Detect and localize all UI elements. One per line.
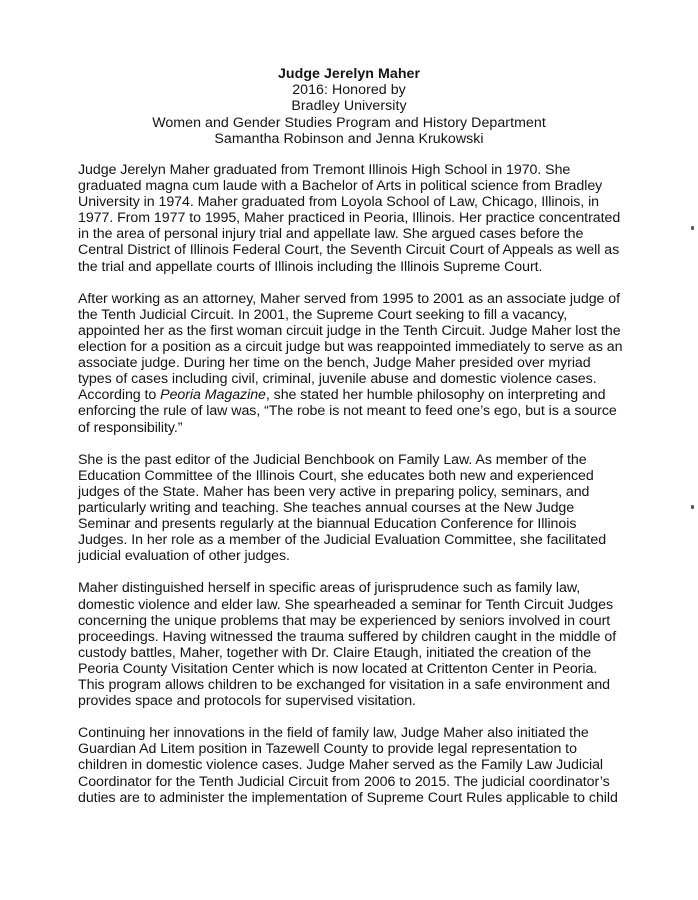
text-line: Continuing her innovations in the field of family law, Judge Maher also initiated the <box>78 725 589 742</box>
text-line: judges of the State. Maher has been very active in preparing policy, seminars, and <box>78 483 590 500</box>
paragraph-gap <box>78 709 698 725</box>
text-line: duties are to administer the implementation of Supreme Court Rules applicable to child <box>78 789 618 806</box>
text-segment: , she stated her humble philosophy on interpreting and <box>265 387 606 404</box>
paragraph-gap <box>78 275 698 291</box>
text-line: provides space and protocols for supervised visitation. <box>78 693 416 710</box>
paragraph-education-committee <box>78 452 698 565</box>
text-line-with-citation <box>78 387 698 403</box>
paragraph-education-practice <box>78 162 698 275</box>
text-line: election for a position as a circuit judge but was reappointed immediately to serve as an <box>78 339 623 356</box>
text-line: the Tenth Judicial Circuit. In 2001, the Supreme Court seeking to fill a vacancy, <box>78 306 568 323</box>
paragraph-family-law-innovations <box>78 725 698 805</box>
department-line: Women and Gender Studies Program and History Department <box>152 114 546 131</box>
text-line: Seminar and presents regularly at the biannual Education Conference for Illinois <box>78 516 577 533</box>
authors-line: Samantha Robinson and Jenna Krukowski <box>214 130 484 147</box>
text-line: She is the past editor of the Judicial Benchbook on Family Law. As member of the <box>78 451 587 468</box>
honor-line: 2016: Honored by <box>292 82 406 99</box>
text-line: Education Committee of the Illinois Court, she educates both new and experienced <box>78 467 594 484</box>
text-line: custody battles, Maher, together with Dr. Claire Etaugh, initiated the creation of the <box>78 644 592 661</box>
text-line: domestic violence and elder law. She spearheaded a seminar for Tenth Circuit Judges <box>78 596 614 613</box>
text-line: Maher distinguished herself in specific areas of jurisprudence such as family law, <box>78 580 581 597</box>
magazine-title: Peoria Magazine <box>160 387 266 404</box>
text-line: judicial evaluation of other judges. <box>78 548 290 565</box>
scan-speck <box>691 505 694 509</box>
university-line: Bradley University <box>291 98 407 115</box>
paragraph-gap <box>78 564 698 580</box>
text-line: of responsibility.” <box>78 419 183 436</box>
scan-speck <box>691 226 694 230</box>
text-line: Judge Jerelyn Maher graduated from Tremont Illinois High School in 1970. She <box>78 162 571 178</box>
text-line: This program allows children to be exchanged for visitation in a safe environment and <box>78 677 611 693</box>
paragraph-judicial-career <box>78 291 698 436</box>
text-line: appointed her as the first woman circuit judge in the Tenth Circuit. Judge Maher lost the <box>78 322 621 339</box>
text-line: concerning the unique problems that may be experienced by seniors involved in court <box>78 612 611 629</box>
text-line: the trial and appellate courts of Illinois including the Illinois Supreme Court. <box>78 258 543 275</box>
text-line: Judges. In her role as a member of the Judicial Evaluation Committee, she facilitated <box>78 532 607 549</box>
document-body <box>78 162 698 806</box>
text-line: After working as an attorney, Maher served from 1995 to 2001 as an associate judge of <box>78 290 621 307</box>
text-line: Central District of Illinois Federal Court, the Seventh Circuit Court of Appeals as well as <box>78 242 620 259</box>
document-header <box>0 66 698 147</box>
paragraph-gap <box>78 436 698 452</box>
text-line: Coordinator for the Tenth Judicial Circuit from 2006 to 2015. The judicial coordinator’s <box>78 773 610 790</box>
text-line: proceedings. Having witnessed the trauma suffered by children caught in the middle of <box>78 628 617 645</box>
text-segment: According to <box>78 387 161 404</box>
paragraph-jurisprudence <box>78 580 698 709</box>
text-line: University in 1974. Maher graduated from Loyola School of Law, Chicago, Illinois, in <box>78 194 600 211</box>
text-line: 1977. From 1977 to 1995, Maher practiced in Peoria, Illinois. Her practice concentrated <box>78 210 621 227</box>
text-line: in the area of personal injury trial and appellate law. She argued cases before the <box>78 226 584 243</box>
text-line: graduated magna cum laude with a Bachelor of Arts in political science from Bradley <box>78 178 603 195</box>
text-line: enforcing the rule of law was, “The robe is not meant to feed one’s ego, but is a source <box>78 403 617 420</box>
text-line: associate judge. During her time on the bench, Judge Maher presided over myriad <box>78 355 591 372</box>
text-line: children in domestic violence cases. Judge Maher served as the Family Law Judicial <box>78 757 604 774</box>
text-line: Guardian Ad Litem position in Tazewell County to provide legal representation to <box>78 741 577 758</box>
document-title: Judge Jerelyn Maher <box>277 66 421 82</box>
text-line: particularly writing and teaching. She teaches annual courses at the New Judge <box>78 499 575 516</box>
text-line: types of cases including civil, criminal, juvenile abuse and domestic violence cases. <box>78 371 597 388</box>
text-line: Peoria County Visitation Center which is now located at Crittenton Center in Peoria. <box>78 660 598 677</box>
